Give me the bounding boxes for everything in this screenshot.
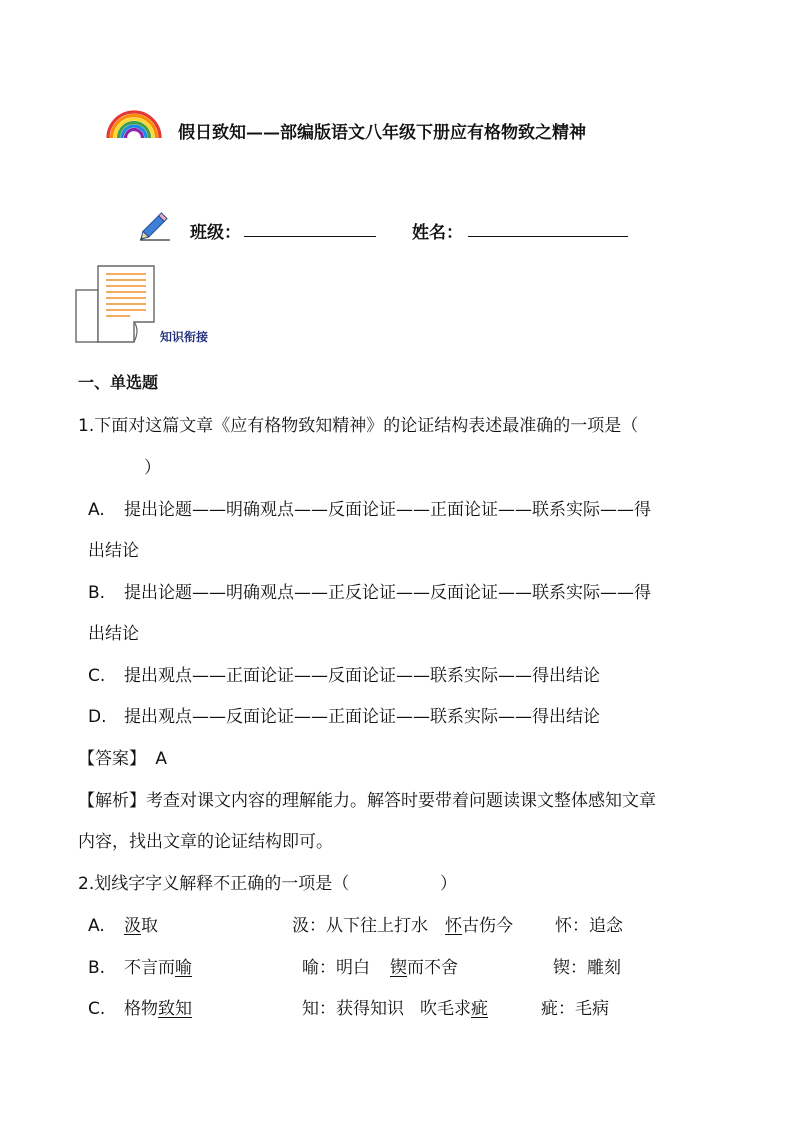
q1-option-b-text-cont: 出结论 [88, 624, 139, 644]
q2-option-c-letter[interactable]: C. [88, 999, 106, 1019]
underlined-char: 汲 [124, 916, 141, 936]
q1-option-b-letter[interactable]: B. [88, 583, 106, 603]
q2-option-a-word2 [445, 918, 513, 935]
pencil-icon [138, 208, 172, 242]
document-title: 假日致知——部编版语文八年级下册应有格物致之精神 [178, 123, 586, 143]
class-label: 班级： [190, 223, 241, 243]
underlined-char: 疵 [471, 999, 488, 1019]
analysis-label: 【解析】 [78, 791, 146, 811]
name-input-line[interactable] [468, 236, 628, 237]
q1-stem-end: ） [144, 458, 161, 478]
q2-option-c-def1: 知：获得知识 [302, 999, 404, 1019]
q1-option-d-letter[interactable]: D. [88, 707, 107, 727]
word-rest: 不言而 [124, 958, 175, 978]
q2-option-b-letter[interactable]: B. [88, 958, 106, 978]
rainbow-icon [106, 106, 162, 140]
q2-stem-end: ） [440, 874, 457, 894]
q1-option-a-text-cont: 出结论 [88, 541, 139, 561]
q2-option-a-def1: 汲：从下往上打水 [292, 916, 428, 936]
section-title: 一、单选题 [78, 373, 159, 392]
q2-option-b-def1: 喻：明白 [302, 958, 370, 978]
q1-stem: 1.下面对这篇文章《应有格物致知精神》的论证结构表述最准确的一项是（ [78, 416, 639, 436]
analysis-text: 考查对课文内容的理解能力。解答时要带着问题读课文整体感知文章 [146, 791, 656, 811]
underlined-char: 致知 [158, 999, 192, 1019]
q2-option-c-word2 [420, 1001, 488, 1018]
q2-option-a-letter[interactable]: A. [88, 916, 105, 936]
underlined-char: 怀 [445, 916, 462, 936]
q2-option-c-def2: 疵：毛病 [541, 999, 609, 1019]
q1-option-c-letter[interactable]: C. [88, 666, 106, 686]
q1-analysis-cont: 内容，找出文章的论证结构即可。 [78, 832, 333, 852]
word-rest: 古伤今 [462, 916, 513, 936]
answer-label: 【答案】 [78, 749, 146, 769]
q2-option-a-def2: 怀：追念 [555, 916, 623, 936]
q1-answer [78, 751, 167, 768]
class-input-line[interactable] [244, 236, 376, 237]
q1-option-b-text: 提出论题——明确观点——正反论证——反面论证——联系实际——得 [124, 583, 651, 603]
q2-option-b-word1 [124, 960, 192, 977]
word-rest: 吹毛求 [420, 999, 471, 1019]
word-rest: 取 [141, 916, 158, 936]
q2-option-b-word2 [390, 960, 458, 977]
q1-analysis [78, 793, 656, 810]
knowledge-link-label: 知识衔接 [160, 330, 209, 344]
q2-stem: 2.划线字字义解释不正确的一项是（ [78, 874, 350, 894]
q2-option-b-def2: 锲：雕刻 [553, 958, 621, 978]
document-scroll-icon [74, 262, 160, 346]
q1-option-a-letter[interactable]: A. [88, 500, 105, 520]
q2-option-c-word1 [124, 1001, 192, 1018]
q1-option-d-text: 提出观点——反面论证——正面论证——联系实际——得出结论 [124, 707, 600, 727]
word-rest: 而不舍 [407, 958, 458, 978]
q1-option-a-text: 提出论题——明确观点——反面论证——正面论证——联系实际——得 [124, 500, 651, 520]
answer-value: A [155, 749, 168, 769]
word-rest: 格物 [124, 999, 158, 1019]
q2-option-a-word1 [124, 918, 158, 935]
q1-option-c-text: 提出观点——正面论证——反面论证——联系实际——得出结论 [124, 666, 600, 686]
underlined-char: 锲 [390, 958, 407, 978]
underlined-char: 喻 [175, 958, 192, 978]
name-label: 姓名： [412, 223, 463, 243]
